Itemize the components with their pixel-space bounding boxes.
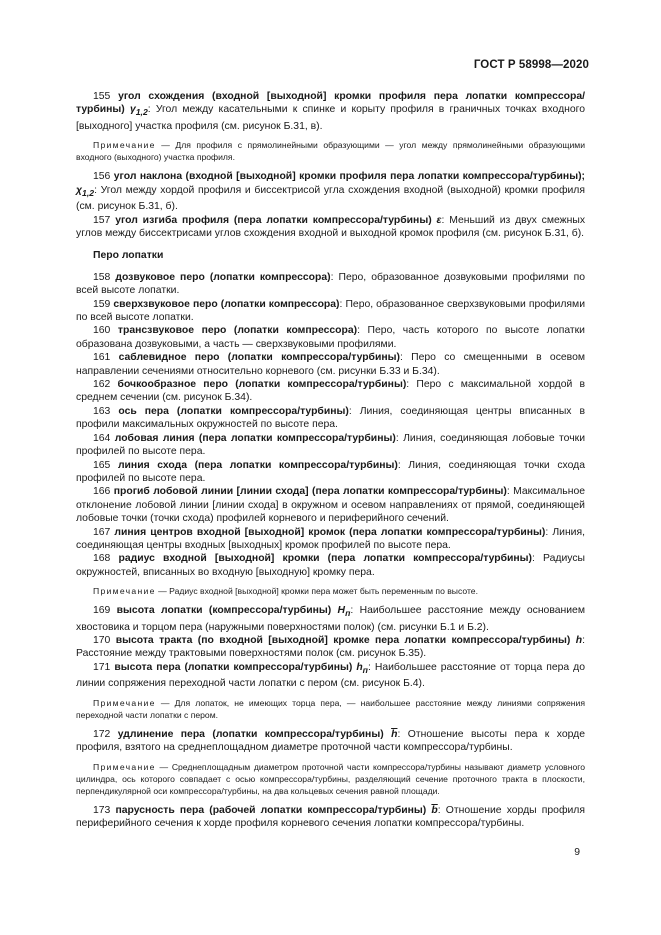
term-definition: : Отношение хорды профиля периферийного сечения к хорде профиля корневого сечения лопатки компрессора/турбины.: [76, 804, 585, 829]
term-name: ось пера (лопатки компрессора/турбины): [118, 405, 349, 417]
entry-number: 171: [93, 661, 111, 673]
term-name: линия схода (пера лопатки компрессора/турбины): [117, 459, 398, 471]
entry-number: 166: [93, 486, 111, 498]
entry-number: 169: [93, 605, 111, 617]
term-definition: : Линия, соединяющая лобовые точки профилей по высоте пера.: [76, 432, 585, 458]
term-definition: : Перо с максимальной хордой в среднем сечении (см. рисунок Б.34).: [76, 379, 585, 404]
term-definition: : Меньший из двух смежных углов между биссектрисами углов схождения входной и выходной кромок профиля (см. рисунок Б.31, б).: [76, 214, 586, 239]
term-entry-171: [76, 661, 585, 691]
entry-number: 172: [93, 728, 111, 740]
term-name: трансзвуковое перо (лопатки компрессора): [117, 325, 358, 337]
term-definition: : Перо со смещенными в осевом направлении сечениями относительно корневого (см. рисунки Б.33 и Б.34).: [76, 352, 585, 377]
term-entry-157: [76, 214, 585, 241]
term-name: бочкообразное перо (лопатки компрессора/турбины): [117, 379, 407, 391]
term-definition: : Линия, соединяющая центры входных [выходных] кромок профилей по высоте пера.: [76, 526, 586, 551]
term-name: высота пера (лопатки компрессора/турбины): [114, 661, 353, 673]
term-symbol: $H_п$: [337, 605, 351, 619]
term-entry-168: [76, 552, 585, 579]
term-name: радиус входной [выходной] кромки (пера лопатки компрессора/турбины): [118, 553, 533, 565]
term-name: высота лопатки (компрессора/турбины): [116, 605, 332, 617]
term-definition: : Перо, образованное сверхзвуковыми профилями по всей высоте лопатки.: [76, 298, 585, 324]
term-name: парусность пера (рабочей лопатки компрессора/турбины): [115, 804, 427, 816]
section-heading: Перо лопатки: [93, 250, 164, 262]
term-entry-164: [76, 432, 585, 459]
term-entry-159: [76, 298, 585, 325]
term-name: прогиб лобовой линии [линии схода] (пера лопатки компрессора/турбины): [113, 486, 507, 498]
page-number: 9: [574, 847, 580, 858]
entry-number: 159: [93, 298, 111, 310]
term-definition: : Радиусы окружностей, вписанных во входную [выходную] кромку пера.: [76, 553, 586, 578]
entry-number: 165: [93, 459, 111, 471]
term-entry-167: [76, 526, 585, 553]
note-text: — Для профиля с прямолинейными образующими — угол между прямолинейными образующими входного (выходного) участка профиля.: [76, 140, 585, 163]
note-label: Примечание: [93, 697, 156, 708]
term-definition: : Угол между хордой профиля и биссектрисой угла схождения входной (выходной) кромки профиля (см. рисунок Б.31, б).: [76, 184, 585, 213]
term-entry-173: [76, 804, 585, 831]
term-entry-172: [76, 728, 585, 755]
term-entry-170: [76, 634, 585, 661]
term-name: линия центров входной [выходной] кромок (пера лопатки компрессора/турбины): [114, 526, 546, 538]
term-definition: : Линия, соединяющая точки схода профилей по высоте пера.: [76, 459, 585, 484]
term-entry-158: [76, 271, 585, 298]
term-symbol: $\gamma_{1,2}$: [129, 104, 148, 118]
note-text: — Радиус входной [выходной] кромки пера может быть переменным по высоте.: [155, 586, 478, 597]
note-172: [76, 761, 585, 797]
note-text: — Для лопаток, не имеющих торца пера, — наибольшее расстояние между линиями сопряжения переходной части лопатки с пером.: [76, 697, 585, 720]
entry-number: 173: [93, 804, 111, 816]
note-label: Примечание: [93, 140, 156, 151]
note-text: — Среднеплощадным диаметром проточной части компрессора/турбины называют диаметр условного цилиндра, ось которого совпадает с осью компрессора/турбины, разделяющий сечение проточного тракта в плоскости, перпендикулярной оси компрессора/турбины, на два кольцевых сечения равной площади.: [76, 761, 585, 796]
term-entry-163: [76, 405, 585, 432]
term-symbol: ε: [436, 214, 442, 226]
term-entry-162: [76, 378, 585, 405]
term-name: лобовая линия (пера лопатки компрессора/турбины): [114, 432, 396, 444]
term-name: дозвуковое перо (лопатки компрессора): [115, 271, 331, 283]
document-body: [76, 90, 585, 830]
note-171: [76, 697, 585, 721]
standard-number: ГОСТ Р 58998—2020: [473, 59, 589, 71]
term-name: удлинение пера (лопатки компрессора/турбины): [117, 728, 384, 740]
term-entry-166: [76, 485, 585, 525]
entry-number: 168: [93, 553, 111, 565]
entry-number: 156: [93, 171, 111, 183]
entry-number: 157: [93, 214, 111, 226]
term-definition: : Перо, часть которого по высоте лопатки образована дозвуковыми, а часть — сверхзвуковыми профилями.: [76, 325, 585, 350]
note-label: Примечание: [93, 761, 156, 772]
term-entry-156: [76, 170, 585, 213]
entry-number: 167: [93, 526, 111, 538]
term-symbol: h: [575, 635, 583, 647]
term-symbol: $\overline{b}$: [431, 804, 438, 816]
entry-number: 161: [93, 352, 111, 364]
entry-number: 170: [93, 635, 111, 647]
note-168: [76, 585, 585, 597]
term-symbol: $\chi_{1,2}$: [76, 184, 95, 198]
term-entry-155: [76, 90, 585, 133]
note-155: [76, 139, 585, 163]
term-name: угол изгиба профиля (пера лопатки компрессора/турбины): [115, 214, 432, 226]
term-name: сверхзвуковое перо (лопатки компрессора): [113, 298, 340, 310]
term-name: высота тракта (по входной [выходной] кромке пера лопатки компрессора/турбины): [115, 635, 571, 647]
term-entry-160: [76, 324, 585, 351]
term-entry-169: [76, 604, 585, 634]
entry-number: 160: [93, 325, 111, 337]
entry-number: 163: [93, 405, 111, 417]
term-entry-165: [76, 459, 585, 486]
term-definition: : Угол между касательными к спинке и корыту профиля в граничных точках входного [выходного] участка профиля (см. рисунок Б.31, в).: [76, 104, 585, 132]
term-name: угол наклона (входной [выходной] кромки профиля пера лопатки компрессора/турбины);: [113, 171, 585, 183]
term-definition: : Расстояние между трактовыми поверхностями полок (см. рисунок Б.35).: [76, 635, 585, 660]
entry-number: 164: [93, 432, 111, 444]
term-entry-161: [76, 351, 585, 378]
entry-number: 155: [93, 91, 111, 102]
term-symbol: $h_п$: [356, 661, 368, 675]
term-name: саблевидное перо (лопатки компрессора/турбины): [118, 352, 400, 364]
term-definition: : Перо, образованное дозвуковыми профилями по всей высоте лопатки.: [76, 271, 586, 297]
term-name: угол схождения (входной [выходной] кромки профиля пера лопатки компрессора/турбины): [76, 91, 585, 116]
term-definition: : Максимальное отклонение лобовой линии [линии схода] в окружном и осевом направлениях от прямой, соединяющей лобовые точки (точки схода) профилей корневого и периферийного сечений.: [76, 486, 585, 525]
note-label: Примечание: [93, 586, 156, 597]
term-definition: : Наибольшее расстояние между основанием хвостовика и торцом пера (наружными поверхностями полок) (см. рисунки Б.1 и Б.2).: [76, 605, 585, 633]
term-definition: : Наибольшее расстояние от торца пера до линии сопряжения переходной части лопатки с пером (см. рисунок Б.4).: [76, 661, 586, 690]
term-definition: : Линия, соединяющая центры вписанных в профили максимальных окружностей по высоте пера.: [76, 405, 586, 431]
entry-number: 162: [93, 379, 111, 391]
term-definition: : Отношение высоты пера к хорде профиля, взятого на среднеплощадном диаметре проточной части компрессора/турбины.: [76, 728, 586, 754]
entry-number: 158: [93, 271, 111, 283]
term-symbol: $\overline{h}$: [391, 728, 398, 740]
